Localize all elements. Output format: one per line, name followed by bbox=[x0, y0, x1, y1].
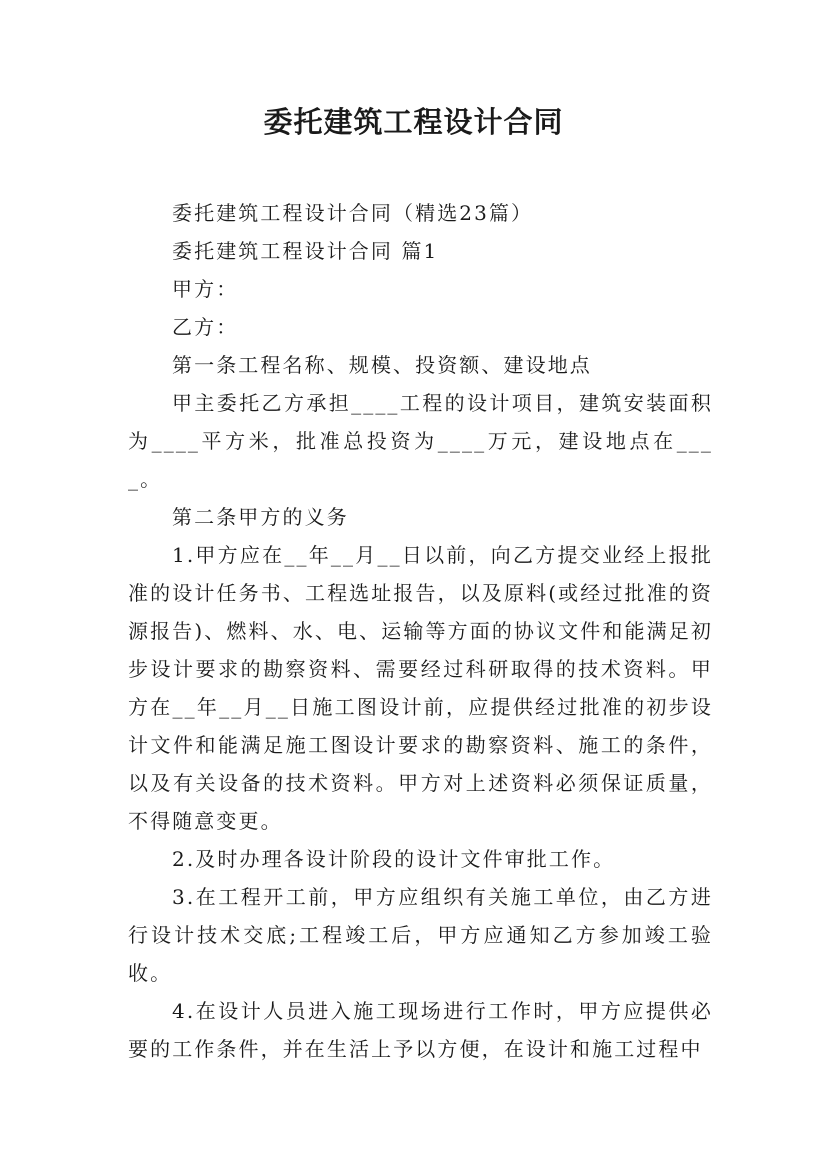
paragraph-article-2-heading: 第二条甲方的义务 bbox=[172, 505, 349, 529]
paragraph-article-1-heading: 第一条工程名称、规模、投资额、建设地点 bbox=[172, 353, 592, 377]
paragraph-party-b: 乙方： bbox=[172, 315, 239, 339]
paragraph-section-title: 委托建筑工程设计合同 篇1 bbox=[172, 239, 439, 263]
paragraph-duty-4: 4.在设计人员进入施工现场进行工作时，甲方应提供必要的工作条件，并在生活上予以方便，在设计和施工过程中 bbox=[128, 999, 713, 1061]
paragraph-article-1-body: 甲主委托乙方承担____工程的设计项目，建筑安装面积为____平方米，批准总投资为____万元，建设地点在____。 bbox=[128, 391, 713, 491]
paragraph-duty-1: 1.甲方应在__年__月__日以前，向乙方提交业经上报批准的设计任务书、工程选址报告，以及原料(或经过批准的资源报告)、燃料、水、电、运输等方面的协议文件和能满足初步设计要求的勘察资料、需要经过科研取得的技术资料。甲方在__年__月__日施工图设计前，应提供经过批准的初步设计文件和能满足施工图设计要求的勘察资料、施工的条件，以及有关设备的技术资料。甲方对上述资料必须保证质量，不得随意变更。 bbox=[128, 543, 713, 833]
paragraph-party-a: 甲方： bbox=[172, 277, 239, 301]
paragraph-duty-2: 2.及时办理各设计阶段的设计文件审批工作。 bbox=[172, 847, 616, 871]
paragraph-selected-subtitle: 委托建筑工程设计合同（精选23篇） bbox=[172, 201, 534, 225]
document-body bbox=[128, 194, 713, 1068]
paragraph-duty-3: 3.在工程开工前，甲方应组织有关施工单位，由乙方进行设计技术交底;工程竣工后，甲方应通知乙方参加竣工验收。 bbox=[128, 885, 713, 985]
document-title: 委托建筑工程设计合同 bbox=[263, 105, 564, 139]
